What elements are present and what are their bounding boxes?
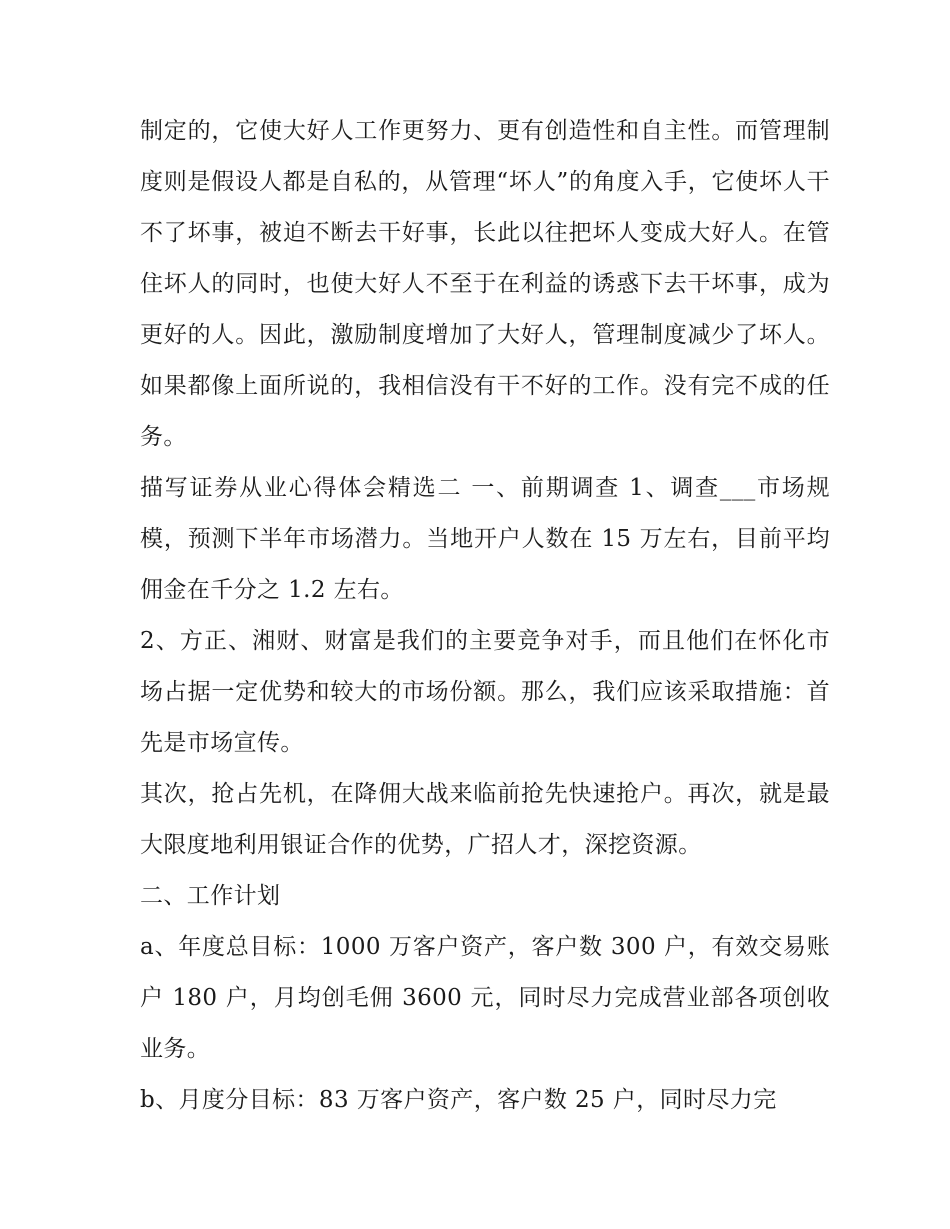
paragraph-seize-opportunity: 其次，抢占先机，在降佣大战来临前抢先快速抢户。再次，就是最大限度地利用银证合作的优势，广招人才，深挖资源。 — [140, 781, 830, 858]
section-heading-work-plan: 二、工作计划 — [140, 883, 281, 909]
paragraph-annual-target: a、年度总目标：1000 万客户资产，客户数 300 户，有效交易账户 180 户，月均创毛佣 3600 元，同时尽力完成营业部各项创收业务。 — [140, 934, 830, 1062]
paragraph-preliminary-survey: 描写证券从业心得体会精选二 一、前期调查 1、调查___市场规模，预测下半年市场潜力。当地开户人数在 15 万左右，目前平均佣金在千分之 1.2 左右。 — [140, 475, 830, 603]
document-body — [140, 106, 830, 1126]
paragraph-management-system: 制定的，它使大好人工作更努力、更有创造性和自主性。而管理制度则是假设人都是自私的，从管理“坏人”的角度入手，它使坏人干不了坏事，被迫不断去干好事，长此以往把坏人变成大好人。在管住坏人的同时，也使大好人不至于在利益的诱惑下去干坏事，成为更好的人。因此，激励制度增加了大好人，管理制度减少了坏人。如果都像上面所说的，我相信没有干不好的工作。没有完不成的任务。 — [140, 118, 830, 450]
paragraph-competitors: 2、方正、湘财、财富是我们的主要竞争对手，而且他们在怀化市场占据一定优势和较大的市场份额。那么，我们应该采取措施：首先是市场宣传。 — [140, 628, 830, 756]
paragraph-monthly-target: b、月度分目标：83 万客户资产，客户数 25 户，同时尽力完 — [140, 1087, 777, 1113]
